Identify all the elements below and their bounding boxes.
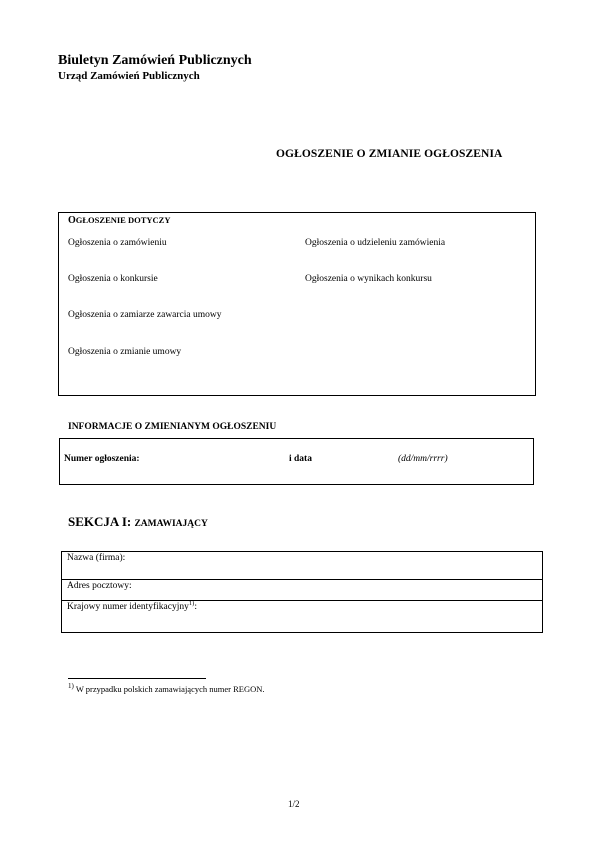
footnote-ref: 1) xyxy=(188,599,195,607)
footnote-separator xyxy=(68,678,206,679)
changed-notice-heading: INFORMACJE O ZMIENIANYM OGŁOSZENIU xyxy=(68,422,277,432)
postal-address-field[interactable] xyxy=(62,580,542,601)
option-contest-notice[interactable]: Ogłoszenia o konkursie xyxy=(68,274,158,284)
national-id-field[interactable] xyxy=(62,601,542,632)
footnote: $^{1)}$ W przypadku polskich zamawiających numer REGON. xyxy=(68,682,265,694)
national-id-label: Krajowy numer identyfikacyjny$^{1)}$: xyxy=(67,599,197,612)
date-label: i data xyxy=(289,454,312,464)
date-field[interactable] xyxy=(322,454,392,466)
footnote-marker: 1) xyxy=(68,682,74,691)
changed-notice-box xyxy=(59,438,534,485)
option-award-notice[interactable]: Ogłoszenia o udzieleniu zamówienia xyxy=(305,238,446,248)
contracting-authority-box xyxy=(61,551,543,633)
option-contract-change-notice[interactable]: Ogłoszenia o zmianie umowy xyxy=(68,347,182,357)
document-title: OGŁOSZENIE O ZMIANIE OGŁOSZENIA xyxy=(276,148,503,160)
option-contract-notice[interactable]: Ogłoszenia o zamówieniu xyxy=(68,238,167,248)
notice-number-label: Numer ogłoszenia: xyxy=(64,454,140,464)
publication-title: Biuletyn Zamówień Publicznych xyxy=(58,53,252,68)
section1-heading: SEKCJA I: ZAMAWIAJĄCY xyxy=(68,514,208,529)
name-label: Nazwa (firma): xyxy=(67,553,126,563)
notice-concerns-box xyxy=(58,212,536,396)
notice-number-field[interactable] xyxy=(146,454,286,466)
option-intent-notice[interactable]: Ogłoszenia o zamiarze zawarcia umowy xyxy=(68,310,222,320)
postal-address-label: Adres pocztowy: xyxy=(67,581,132,591)
date-format-hint: (dd/mm/rrrr) xyxy=(398,454,448,464)
publisher-name: Urząd Zamówień Publicznych xyxy=(58,70,200,82)
notice-concerns-label: OGŁOSZENIE DOTYCZY xyxy=(68,215,171,226)
name-field[interactable] xyxy=(62,552,542,580)
page-number: 1/2 xyxy=(288,799,300,809)
option-contest-results-notice[interactable]: Ogłoszenia o wynikach konkursu xyxy=(305,274,432,284)
